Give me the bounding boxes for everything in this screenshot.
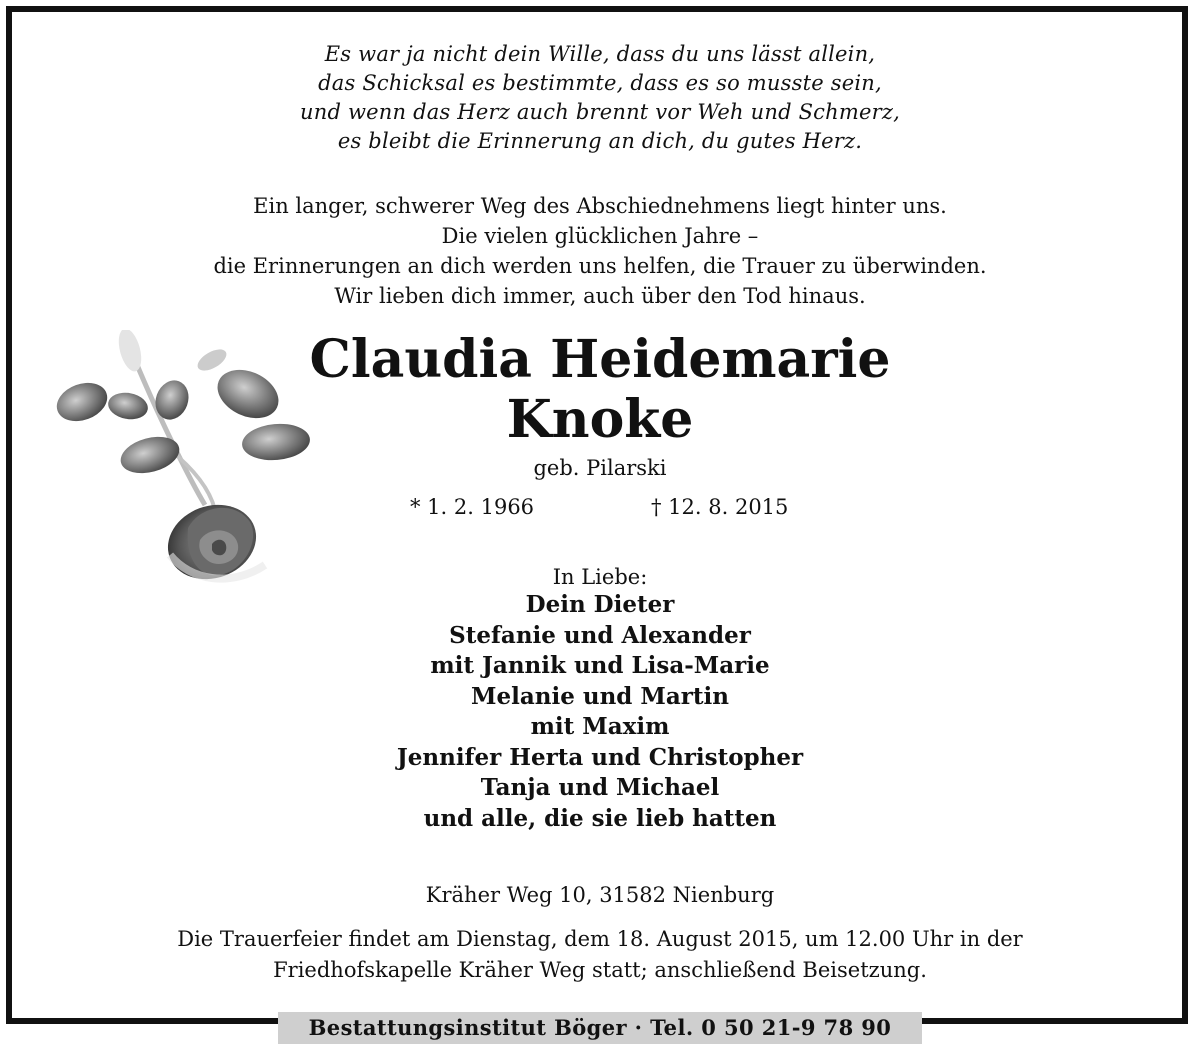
intro-line: Die vielen glücklichen Jahre – [441, 224, 759, 248]
mourner-name: und alle, die sie lieb hatten [423, 804, 777, 832]
mourner-name: Tanja und Michael [480, 774, 720, 801]
poem-line: und wenn das Herz auch brennt vor Weh und Schmerz, [300, 100, 900, 124]
deceased-last-name: Knoke [506, 389, 694, 450]
address: Kräher Weg 10, 31582 Nienburg [425, 883, 775, 907]
poem-line: es bleibt die Erinnerung an dich, du gutes Herz. [337, 129, 863, 153]
mourners-label: In Liebe: [552, 565, 648, 589]
intro-line: die Erinnerungen an dich werden uns helfen, die Trauer zu überwinden. [213, 254, 987, 278]
mourner-name: Stefanie und Alexander [449, 621, 751, 649]
poem-line: das Schicksal es bestimmte, dass es so musste sein, [318, 71, 882, 95]
funeral-info [0, 924, 1200, 986]
intro-line: Ein langer, schwerer Weg des Abschiednehmens liegt hinter uns. [253, 194, 947, 218]
death-date: † 12. 8. 2015 [651, 495, 789, 519]
deceased-first-names: Claudia Heidemarie [309, 329, 891, 390]
funeral-line: Friedhofskapelle Kräher Weg statt; anschließend Beisetzung. [273, 958, 927, 982]
birth-date: * 1. 2. 1966 [410, 495, 535, 519]
poem [0, 40, 1200, 156]
funeral-home-footer: Bestattungsinstitut Böger · Tel. 0 50 21-9 78 90 [278, 1012, 922, 1044]
funeral-line: Die Trauerfeier findet am Dienstag, dem 18. August 2015, um 12.00 Uhr in der [177, 927, 1023, 951]
mourner-name: Jennifer Herta und Christopher [396, 743, 804, 771]
mourner-name: Melanie und Martin [471, 682, 729, 710]
intro-text [0, 191, 1200, 311]
mourner-name: Dein Dieter [525, 591, 675, 618]
mourners-list [0, 590, 1200, 834]
intro-line: Wir lieben dich immer, auch über den Tod hinaus. [334, 284, 866, 308]
poem-line: Es war ja nicht dein Wille, dass du uns lässt allein, [324, 42, 876, 66]
deceased-name [0, 330, 1200, 450]
mourner-name: mit Jannik und Lisa-Marie [430, 652, 770, 679]
birth-name: geb. Pilarski [533, 456, 667, 480]
mourner-name: mit Maxim [530, 713, 670, 740]
